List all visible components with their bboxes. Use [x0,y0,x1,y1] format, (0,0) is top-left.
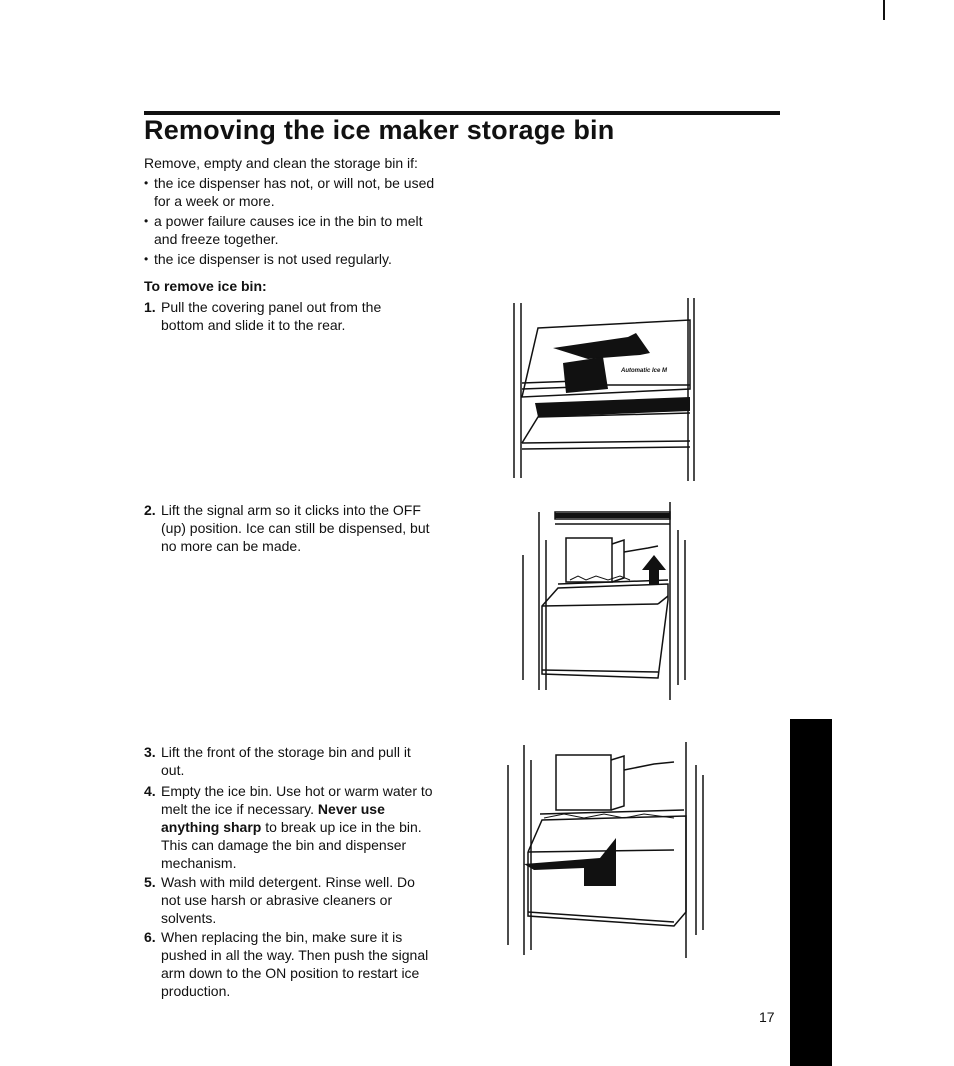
step-6 [144,928,444,1002]
procedure-heading: To remove ice bin: [144,278,267,294]
figure-pull-bin [504,740,714,965]
list-item: • a power failure causes ice in the bin to melt and freeze together. [144,212,444,248]
step-text: When replacing the bin, make sure it is pushed in all the way. Then push the signal arm down to the ON position to restart ice production. [161,929,429,999]
intro-text: Remove, empty and clean the storage bin if: [144,155,418,171]
step-text [161,782,447,872]
step-number: 6. [144,929,156,945]
list-item: • the ice dispenser is not used regularly. [144,250,444,268]
figure-covering-panel [508,293,698,483]
step-text: Pull the covering panel out from the bottom and slide it to the rear. [161,299,382,333]
figure-signal-arm [518,500,693,705]
step-number: 4. [144,783,156,799]
crop-mark [883,0,885,20]
step-3 [144,743,444,783]
section-tab [790,719,832,1066]
list-item: • the ice dispenser has not, or will not, be used for a week or more. [144,174,444,210]
step-text-part: Empty the ice bin. Use hot or warm water to melt the ice if necessary. [161,783,433,817]
step-4 [144,782,454,874]
step-text-part: to break up ice in the bin. This can damage the bin and dispenser mechanism. [161,819,422,871]
figure-panel-label: Automatic Ice M [621,368,668,374]
step-2 [144,501,444,561]
step-number: 2. [144,502,156,518]
step-text: Lift the front of the storage bin and pull it out. [161,744,411,778]
condition-list [144,174,444,270]
step-text: Wash with mild detergent. Rinse well. Do not use harsh or abrasive cleaners or solvents. [161,874,415,926]
page-number: 17 [759,1009,775,1025]
step-number: 3. [144,744,156,760]
step-1 [144,298,444,338]
step-text: Lift the signal arm so it clicks into the OFF (up) position. Ice can still be dispensed, but no more can be made. [161,502,430,554]
page-title: Removing the ice maker storage bin [144,115,615,145]
step-number: 5. [144,874,156,890]
warning-emphasis: Never use anything sharp [161,801,385,835]
step-5 [144,873,444,929]
step-number: 1. [144,299,156,315]
